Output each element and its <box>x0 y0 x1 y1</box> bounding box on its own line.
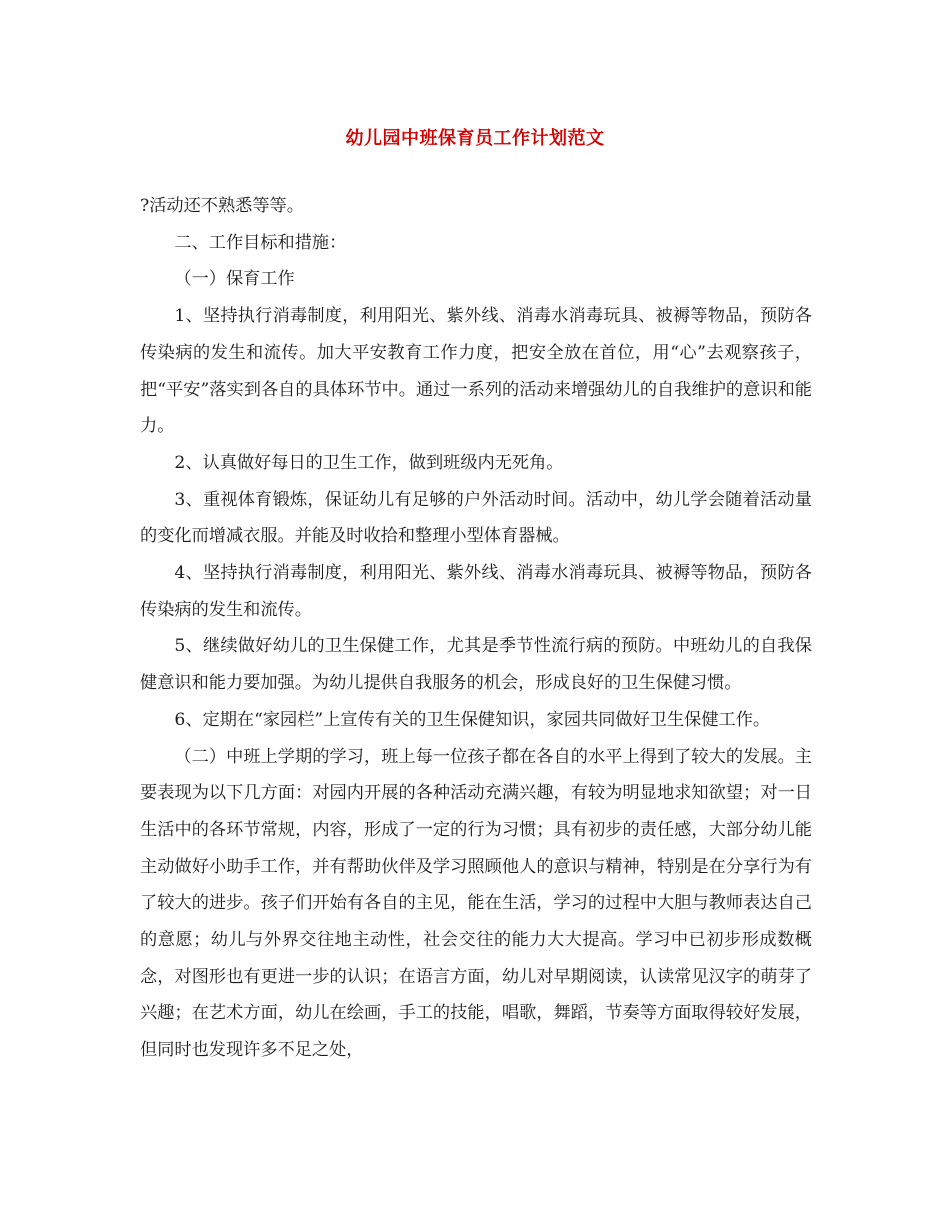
paragraph: 2、认真做好每日的卫生工作，做到班级内无死角。 <box>174 452 564 473</box>
paragraph: （二）中班上学期的学习，班上每一位孩子都在各自的水平上得到了较大的发展。主要表现为以下几方面：对园内开展的各种活动充满兴趣，有较为明显地求知欲望；对一日生活中的各环节常规，内容，形成了一定的行为习惯；具有初步的责任感，大部分幼儿能主动做好小助手工作，并有帮助伙伴及学习照顾他人的意识与精神，特别是在分享行为有了较大的进步。孩子们开始有各自的主见，能在生活，学习的过程中大胆与教师表达自己的意愿；幼儿与外界交往地主动性，社会交往的能力大大提高。学习中已初步形成数概念，对图形也有更进一步的认识；在语言方面，幼儿对早期阅读，认读常见汉字的萌芽了兴趣；在艺术方面，幼儿在绘画，手工的技能，唱歌，舞蹈，节奏等方面取得较好发展，但同时也发现许多不足之处， <box>140 746 812 1061</box>
paragraph: 5、继续做好幼儿的卫生保健工作，尤其是季节性流行病的预防。中班幼儿的自我保健意识和能力要加强。为幼儿提供自我服务的机会，形成良好的卫生保健习惯。 <box>140 636 812 694</box>
paragraph: ?活动还不熟悉等等。 <box>140 196 304 216</box>
paragraph: 6、定期在“家园栏”上宣传有关的卫生保健知识，家园共同做好卫生保健工作。 <box>174 709 771 730</box>
paragraph: （一）保育工作 <box>174 269 295 290</box>
paragraph: 1、坚持执行消毒制度，利用阳光、紫外线、消毒水消毒玩具、被褥等物品，预防各传染病的发生和流传。加大平安教育工作力度，把安全放在首位，用“心”去观察孩子，把“平安”落实到各自的具体环节中。通过一系列的活动来增强幼儿的自我维护的意识和能力。 <box>140 306 812 437</box>
paragraph: 3、重视体育锻炼，保证幼儿有足够的户外活动时间。活动中，幼儿学会随着活动量的变化而增减衣服。并能及时收拾和整理小型体育器械。 <box>140 489 812 547</box>
paragraph: 二、工作目标和措施： <box>174 232 347 253</box>
document-body <box>140 188 812 1069</box>
document-title: 幼儿园中班保育员工作计划范文 <box>345 128 605 149</box>
paragraph: 4、坚持执行消毒制度，利用阳光、紫外线、消毒水消毒玩具、被褥等物品，预防各传染病的发生和流传。 <box>140 563 812 620</box>
